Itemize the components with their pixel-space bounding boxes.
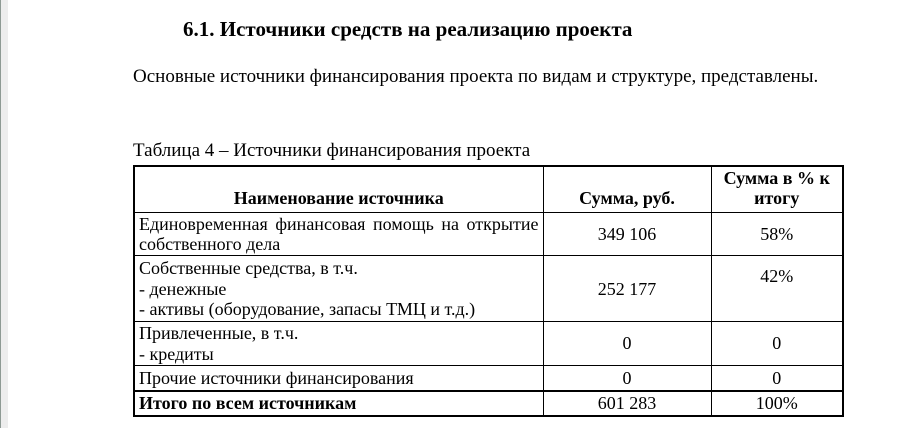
header-sum-rub: Сумма, руб. <box>543 166 711 212</box>
sum-cell: 349 106 <box>543 212 711 256</box>
percent-cell: 0 <box>711 365 843 391</box>
source-name-line: - кредиты <box>139 343 214 364</box>
table-header-row <box>134 166 843 212</box>
source-name-line: - денежные <box>139 278 227 299</box>
table-row <box>134 322 843 366</box>
table-caption: Таблица 4 – Источники финансирования проекта <box>133 140 531 161</box>
total-sum-cell: 601 283 <box>543 391 711 415</box>
table-row <box>134 212 843 256</box>
sum-cell: 0 <box>543 322 711 366</box>
percent-cell: 58% <box>711 212 843 256</box>
body-paragraph: Основные источники финансирования проекта по видам и структуре, представлены. <box>133 66 819 87</box>
sum-cell: 0 <box>543 365 711 391</box>
window-edge-strip <box>0 0 8 428</box>
source-name-line: - активы (оборудование, запасы ТМЦ и т.д.) <box>139 298 476 319</box>
percent-cell: 0 <box>711 322 843 366</box>
source-name-cell: Прочие источники финансирования <box>134 365 543 391</box>
source-name-cell <box>134 322 543 366</box>
total-percent-cell: 100% <box>711 391 843 415</box>
source-name-line: Привлеченные, в т.ч. <box>139 323 299 344</box>
sum-cell: 252 177 <box>543 256 711 322</box>
source-name-line: Собственные средства, в т.ч. <box>139 258 358 279</box>
source-name-cell: Единовременная финансовая помощь на открытие собственного дела <box>134 212 543 256</box>
section-heading: 6.1. Источники средств на реализацию проекта <box>183 17 633 41</box>
total-label: Итого по всем источникам <box>134 391 543 415</box>
table-total-row <box>134 391 843 415</box>
financing-sources-table <box>133 165 844 417</box>
header-source-name: Наименование источника <box>134 166 543 212</box>
header-sum-percent: Сумма в % к итогу <box>711 166 843 212</box>
source-name-cell <box>134 256 543 322</box>
table-row <box>134 365 843 391</box>
percent-cell: 42% <box>711 256 843 322</box>
table-row <box>134 256 843 322</box>
